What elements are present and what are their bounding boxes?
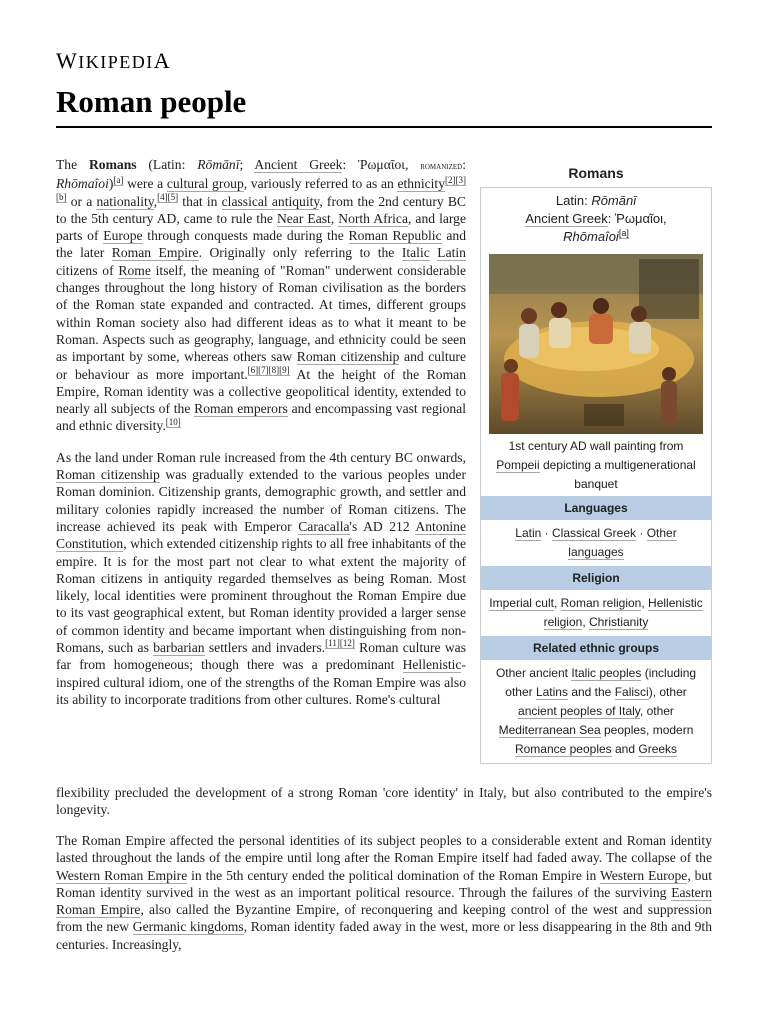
link-europe[interactable]: Europe xyxy=(103,228,143,244)
paragraph-2: As the land under Roman rule increased from the 4th century BC onwards, Roman citizenship was gradually extended to the various peoples under Roman dominion. Citizenship grants, demographic growth, and settler and military colonies rapidly increased the number of Roman citizens. The increase achieved its peak with Emperor Caracalla's AD 212 Antonine Constitution, which extended citizenship rights to all free inhabitants of the empire. It is for the most part not clear to what extent the majority of Roman citizens in antiquity regarded themselves as being Roman. Most likely, local identities were prominent throughout the Roman Empire due to its vast geographical extent, but Roman identity provided a larger sense of common identity and became important when distinguishing from non-Romans, such as barbarian settlers and invaders.[11][12] Roman culture was far from homogeneous; though there was a predominant Hellenistic-inspired cultural idiom, one of the strengths of the Roman Empire was also its ability to incorporate traditions from other cultures. Rome's cultural xyxy=(56,449,466,707)
infobox-link-ancient-greek[interactable]: Ancient Greek xyxy=(525,211,608,226)
ref-9[interactable]: [9] xyxy=(279,365,290,376)
languages-list: Latin · Classical Greek · Other languages xyxy=(515,526,677,559)
link-roman-religion[interactable]: Roman religion xyxy=(560,596,642,610)
section-header-religion: Religion xyxy=(481,566,711,590)
link-caracalla[interactable]: Caracalla xyxy=(298,518,350,534)
link-north-africa[interactable]: North Africa xyxy=(338,210,408,226)
paragraph-2-continued: flexibility precluded the development of a strong Roman 'core identity' in Italy, but also contributed to the empire's longevity. xyxy=(56,785,712,818)
link-cultural-group[interactable]: cultural group xyxy=(166,176,244,192)
link-near-east[interactable]: Near East xyxy=(276,210,331,226)
link-hellenistic[interactable]: Hellenistic xyxy=(402,657,462,673)
link-romance-peoples[interactable]: Romance peoples xyxy=(514,742,612,756)
link-ancient-peoples-of-italy[interactable]: ancient peoples of Italy xyxy=(518,704,640,718)
religion-list: Imperial cult, Roman religion, Hellenistic religion, Christianity xyxy=(489,596,703,629)
ref-11[interactable]: [11] xyxy=(325,638,340,649)
title-divider xyxy=(56,126,712,128)
link-falisci[interactable]: Falisci xyxy=(614,685,649,699)
link-eastern-roman-empire[interactable]: Eastern Roman Empire xyxy=(56,884,712,918)
link-roman-emperors[interactable]: Roman emperors xyxy=(194,401,288,417)
ref-4[interactable]: [4] xyxy=(157,192,168,203)
link-lang-latin[interactable]: Latin xyxy=(515,526,542,540)
link-ancient-greek[interactable]: Ancient Greek xyxy=(254,157,343,172)
wordmark-last: A xyxy=(153,48,172,73)
infobox-title: Romans xyxy=(568,165,624,181)
link-mediterranean-sea[interactable]: Mediterranean Sea xyxy=(498,723,601,737)
ref-a[interactable]: [a] xyxy=(113,174,124,185)
paragraph-1: The Romans (Latin: Rōmānī; Ancient Greek: Ῥωμαῖοι, romanized: Rhōmaîoi)[a] were a cultural group, variously referred to as an ethnicity[2][3][b] or a nationality,[4][5] that in classical antiquity, from the 2nd century BC to the 5th century AD, came to rule the Near East, North Africa, and large parts of Europe through conquests made during the Roman Republic and the later Roman Empire. Originally only referring to the Italic Latin citizens of Rome itself, the meaning of "Roman" underwent considerable changes throughout the long history of Roman civilisation as the borders of the Roman state expanded and contracted. At times, different groups within Roman society also had different ideas as to what it meant to be Roman. Aspects such as geography, language, and ethnicity could be seen as important by some, whereas others saw Roman citizenship and culture or behaviour as more important.[6][7][8][9] At the height of the Roman Empire, Roman identity was a collective geopolitical identity, extended to nearly all subjects of the Roman emperors and encompassing vast regional and ethnic diversity.[10] xyxy=(56,157,467,434)
link-greeks[interactable]: Greeks xyxy=(638,742,678,756)
link-roman-empire[interactable]: Roman Empire xyxy=(111,245,199,261)
link-hellenistic-religion[interactable]: Hellenistic religion xyxy=(543,596,703,629)
ref-12[interactable]: [12] xyxy=(339,638,355,649)
link-lang-classical-greek[interactable]: Classical Greek xyxy=(551,526,637,540)
link-western-roman-empire[interactable]: Western Roman Empire xyxy=(56,867,188,883)
section-header-related-groups: Related ethnic groups xyxy=(481,636,711,660)
ref-8[interactable]: [8] xyxy=(268,365,280,376)
link-lang-other[interactable]: Other languages xyxy=(568,526,677,559)
ref-5[interactable]: [5] xyxy=(167,192,179,203)
ref-10[interactable]: [10] xyxy=(165,416,181,427)
wordmark-first: W xyxy=(56,48,79,73)
page-title: Roman people xyxy=(56,84,247,119)
image-caption: 1st century AD wall painting from Pompeii depicting a multigenerational banquet xyxy=(496,439,696,491)
banquet-painting-image[interactable] xyxy=(489,254,703,434)
ref-b[interactable]: [b] xyxy=(56,192,67,203)
banquet-painting-svg xyxy=(489,254,703,434)
article-column xyxy=(56,156,466,722)
link-barbarian[interactable]: barbarian xyxy=(153,640,205,656)
link-nationality[interactable]: nationality xyxy=(96,193,154,209)
link-latins[interactable]: Latins xyxy=(535,685,568,699)
romanized-label: romanized xyxy=(420,161,463,172)
link-latin[interactable]: Latin xyxy=(437,245,466,261)
term-romans: Romans xyxy=(88,157,137,172)
paragraph-3: The Roman Empire affected the personal identities of its subject peoples to a considerable extent and Roman identity lasted throughout the lands of the empire until long after the Roman Empire itself had faded away. The collapse of the Western Roman Empire in the 5th century ended the political domination of the Roman Empire in Western Europe, but Roman identity survived in the west as an important political resource. Through the failures of the surviving Eastern Roman Empire, also called the Byzantine Empire, of reconquering and keeping control of the west and suppression from the new Germanic kingdoms, Roman identity faded away in the west, more or less disappearing in the 8th and 9th centuries. Increasingly, xyxy=(56,833,713,952)
ref-3[interactable]: [3] xyxy=(455,174,467,185)
infobox xyxy=(480,161,712,764)
ref-6[interactable]: [6] xyxy=(247,365,259,376)
link-pompeii[interactable]: Pompeii xyxy=(496,458,540,472)
link-germanic-kingdoms[interactable]: Germanic kingdoms xyxy=(132,919,244,935)
link-ethnicity[interactable]: ethnicity xyxy=(397,176,446,192)
infobox-frame xyxy=(480,187,712,764)
link-imperial-cult[interactable]: Imperial cult xyxy=(489,596,554,610)
wordmark-mid: IKIPEDI xyxy=(78,52,154,72)
link-roman-citizenship[interactable]: Roman citizenship xyxy=(296,349,400,365)
infobox-names: Latin: Rōmānī Ancient Greek: Ῥωμαῖοι, Rhōmaîoi[a] xyxy=(525,193,667,244)
section-header-languages: Languages xyxy=(481,496,711,520)
link-western-europe[interactable]: Western Europe xyxy=(600,867,688,883)
wikipedia-wordmark[interactable] xyxy=(56,48,171,74)
link-italic-peoples[interactable]: Italic peoples xyxy=(571,666,642,680)
related-groups-list: Other ancient Italic peoples (including other Latins and the Falisci), other ancient peoples of Italy, other Mediterranean Sea peoples, modern Romance peoples and Greeks xyxy=(495,666,697,756)
ref-2[interactable]: [2] xyxy=(445,174,456,185)
link-italic[interactable]: Italic xyxy=(401,245,430,261)
link-christianity[interactable]: Christianity xyxy=(589,615,649,629)
link-roman-republic[interactable]: Roman Republic xyxy=(348,228,442,244)
link-antonine-constitution[interactable]: Antonine Constitution xyxy=(56,518,466,552)
link-rome[interactable]: Rome xyxy=(118,262,151,278)
link-roman-citizenship-2[interactable]: Roman citizenship xyxy=(56,467,160,483)
ref-7[interactable]: [7] xyxy=(258,365,269,376)
link-classical-antiquity[interactable]: classical antiquity xyxy=(221,193,320,209)
infobox-ref-a[interactable]: [a] xyxy=(618,227,629,238)
